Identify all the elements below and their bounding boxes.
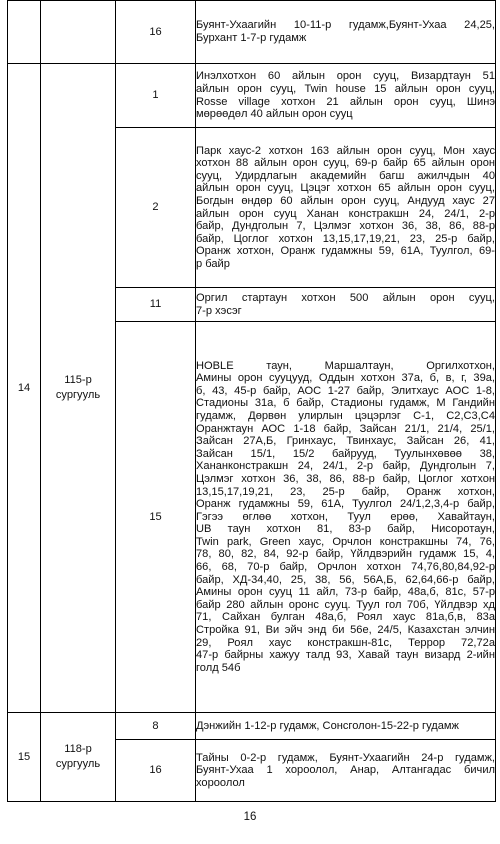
table-row	[8, 64, 496, 128]
address-line: айлын орон сууц, Цэцэг хотхон 65 айлын орон сууц,	[196, 182, 495, 195]
address-line: Парк хаус-2 хотхон 163 айлын орон сууц, Мон хаус	[196, 144, 495, 157]
district-school-table	[7, 0, 496, 802]
address-line: Дэнжийн 1-12-р гудамж, Сонсголон-15-22-р гудамж	[196, 719, 459, 732]
address-line: гудамж, Дөрвөн улирлын цэцэрлэг С-1, С2,С3,С4	[196, 409, 495, 422]
address-line: Цэлмэг хотхон 36, 38, 86, 88-р байр, Цоглог хотхон	[196, 472, 495, 485]
group-index-cell: 15	[8, 713, 41, 802]
address-line: айлын орон сууц, Twin house 15 айлын орон сууц,	[196, 82, 495, 95]
group-index-cell	[8, 1, 41, 64]
address-line: сууц, Удирдлагын академийн багш ажилчдын 40	[196, 169, 495, 182]
address-line: р байр	[196, 257, 230, 270]
khoroo-code: 8	[116, 713, 196, 740]
khoroo-code: 15	[116, 322, 196, 713]
address-line: хороолол	[196, 776, 245, 789]
khoroo-code: 16	[116, 740, 196, 802]
address-cell	[196, 288, 496, 322]
address-cell	[196, 64, 496, 128]
address-cell	[196, 740, 496, 802]
address-line: HOBLE таун, Маршалтаун, Оргилхотхон,	[196, 359, 495, 372]
address-line: байр, Цоглог хотхон 13,15,17,19,21, 23, 25-р байр,	[196, 232, 495, 245]
address-line: Оранж хотхон, Оранж гудамжны 59, 61А, Туулгол, 69-	[196, 245, 495, 258]
address-line: байр, Дундголын 7, Цэлмэг хотхон 36, 38, 86, 88-р	[196, 220, 495, 233]
address-line: мөрөөдөл 40 айлын орон сууц	[196, 108, 353, 121]
address-line: Бурхант 1-7-р гудамж	[196, 32, 307, 44]
address-line: 7-р хэсэг	[196, 304, 242, 317]
school-cell	[41, 1, 116, 64]
address-cell	[196, 128, 496, 288]
khoroo-code: 16	[116, 1, 196, 64]
address-line: 13,15,17,19,21, 23, 25-р байр, Оранж хотхон,	[196, 485, 495, 498]
address-line: Оранжтаун АОС 1-18 байр, Зайсан 21/1, 21/4, 25/1,	[196, 422, 495, 435]
address-line: Амины орон сууцууд, Оддын хотхон 37а, б, в, г, 39а,	[196, 372, 495, 385]
address-line: Стройка 91, Ви эйч энд би 56е, 24/5, Казахстан элчин	[196, 624, 495, 637]
address-line: Оранж гудамжны 59, 61А, Туулгол 24/1,2,3,4-р байр,	[196, 498, 495, 511]
address-line: б, 43, 45-р байр, АОС 1-27 байр, Элитхаус АОС 1-8,	[196, 384, 495, 397]
school-word: сургууль	[55, 758, 101, 770]
address-cell	[196, 1, 496, 64]
address-line: 47-р байрны хажуу талд 93, Хавай таун визард 2-ийн	[196, 649, 495, 662]
address-line: байр 280 айлын оронс сууц. Туул гол 70б, Үйлдвэр хд	[196, 598, 495, 611]
address-line: 78, 80, 82, 84, 92-р байр, Үйлдвэрийн гудамж 15, 4,	[196, 548, 495, 561]
address-line: 66, 68, 70-р байр, Орчлон хотхон 74,76,80,84,92-р	[196, 561, 495, 574]
khoroo-code: 1	[116, 64, 196, 128]
address-line: голд 54б	[196, 661, 241, 674]
group-index-cell: 14	[8, 64, 41, 713]
khoroo-code: 11	[116, 288, 196, 322]
address-line: Стадионы 31а, б байр, Стадионы гудамж, М Гандийн	[196, 397, 495, 410]
address-line: 29, Роял хаус констракшн-81с, Террор 72,72а	[196, 636, 495, 649]
address-line: байр, ХД-34,40, 25, 38, 56, 56А,Б, 62,64,66-р байр,	[196, 573, 495, 586]
address-line: Амины орон сууц 11 айл, 73-р байр, 48а,б, 81с, 57-р	[196, 586, 495, 599]
address-cell	[196, 322, 496, 713]
school-cell	[41, 64, 116, 713]
address-line: 71, Сайхан булган 48а,б, Роял хаус 81а,б,в, 83а	[196, 611, 495, 624]
address-line: Гэгээ өглөө хотхон, Туул ерөө, Хавайтаун,	[196, 510, 495, 523]
khoroo-code: 2	[116, 128, 196, 288]
school-name: 115-р	[64, 374, 92, 386]
address-line: Rosse village хотхон 21 айлын орон сууц, Шинэ	[196, 95, 495, 108]
address-line: Twin park, Green хаус, Орчлон констракшны 74, 76,	[196, 535, 495, 548]
school-word: сургууль	[55, 389, 101, 401]
address-line: Тайны 0-2-р гудамж, Буянт-Ухаагийн 24-р гудамж,	[196, 751, 495, 764]
table-row	[8, 713, 496, 740]
address-line: Зайсан 27А,Б, Гринхаус, Твинхаус, Зайсан 26, 41,	[196, 435, 495, 448]
school-cell	[41, 713, 116, 802]
address-line: Хананконстракшн 24, 24/1, 2-р байр, Дундголын 7,	[196, 460, 495, 473]
school-name: 118-р	[64, 743, 92, 755]
page-number: 16	[243, 811, 257, 823]
address-line: Инэлхотхон 60 айлын орон сууц, Визардтаун 51	[196, 70, 495, 83]
address-line: Буянт-Ухаагийн 10-11-р гудамж,Буянт-Ухаа 24,25,	[196, 19, 495, 32]
address-line: хотхон 88 айлын орон сууц, 69-р байр 65 айлын орон	[196, 157, 495, 170]
address-line: Оргил стартаун хотхон 500 айлын орон сууц,	[196, 291, 495, 304]
address-line: айлын орон сууц Ханан констракшн 24, 24/1, 2-р	[196, 207, 495, 220]
address-line: UB таун хотхон 81, 83-р байр, Нисоротаун,	[196, 523, 495, 536]
address-cell	[196, 713, 496, 740]
address-line: Буянт-Ухаа 1 хороолол, Анар, Алтангадас бичил	[196, 764, 495, 777]
table-row	[8, 1, 496, 64]
address-line: Богдын өндөр 60 айлын орон сууц, Андууд хаус 27	[196, 194, 495, 207]
address-line: Зайсан 15/1, 15/2 байрууд, Туулынхөвөө 38,	[196, 447, 495, 460]
